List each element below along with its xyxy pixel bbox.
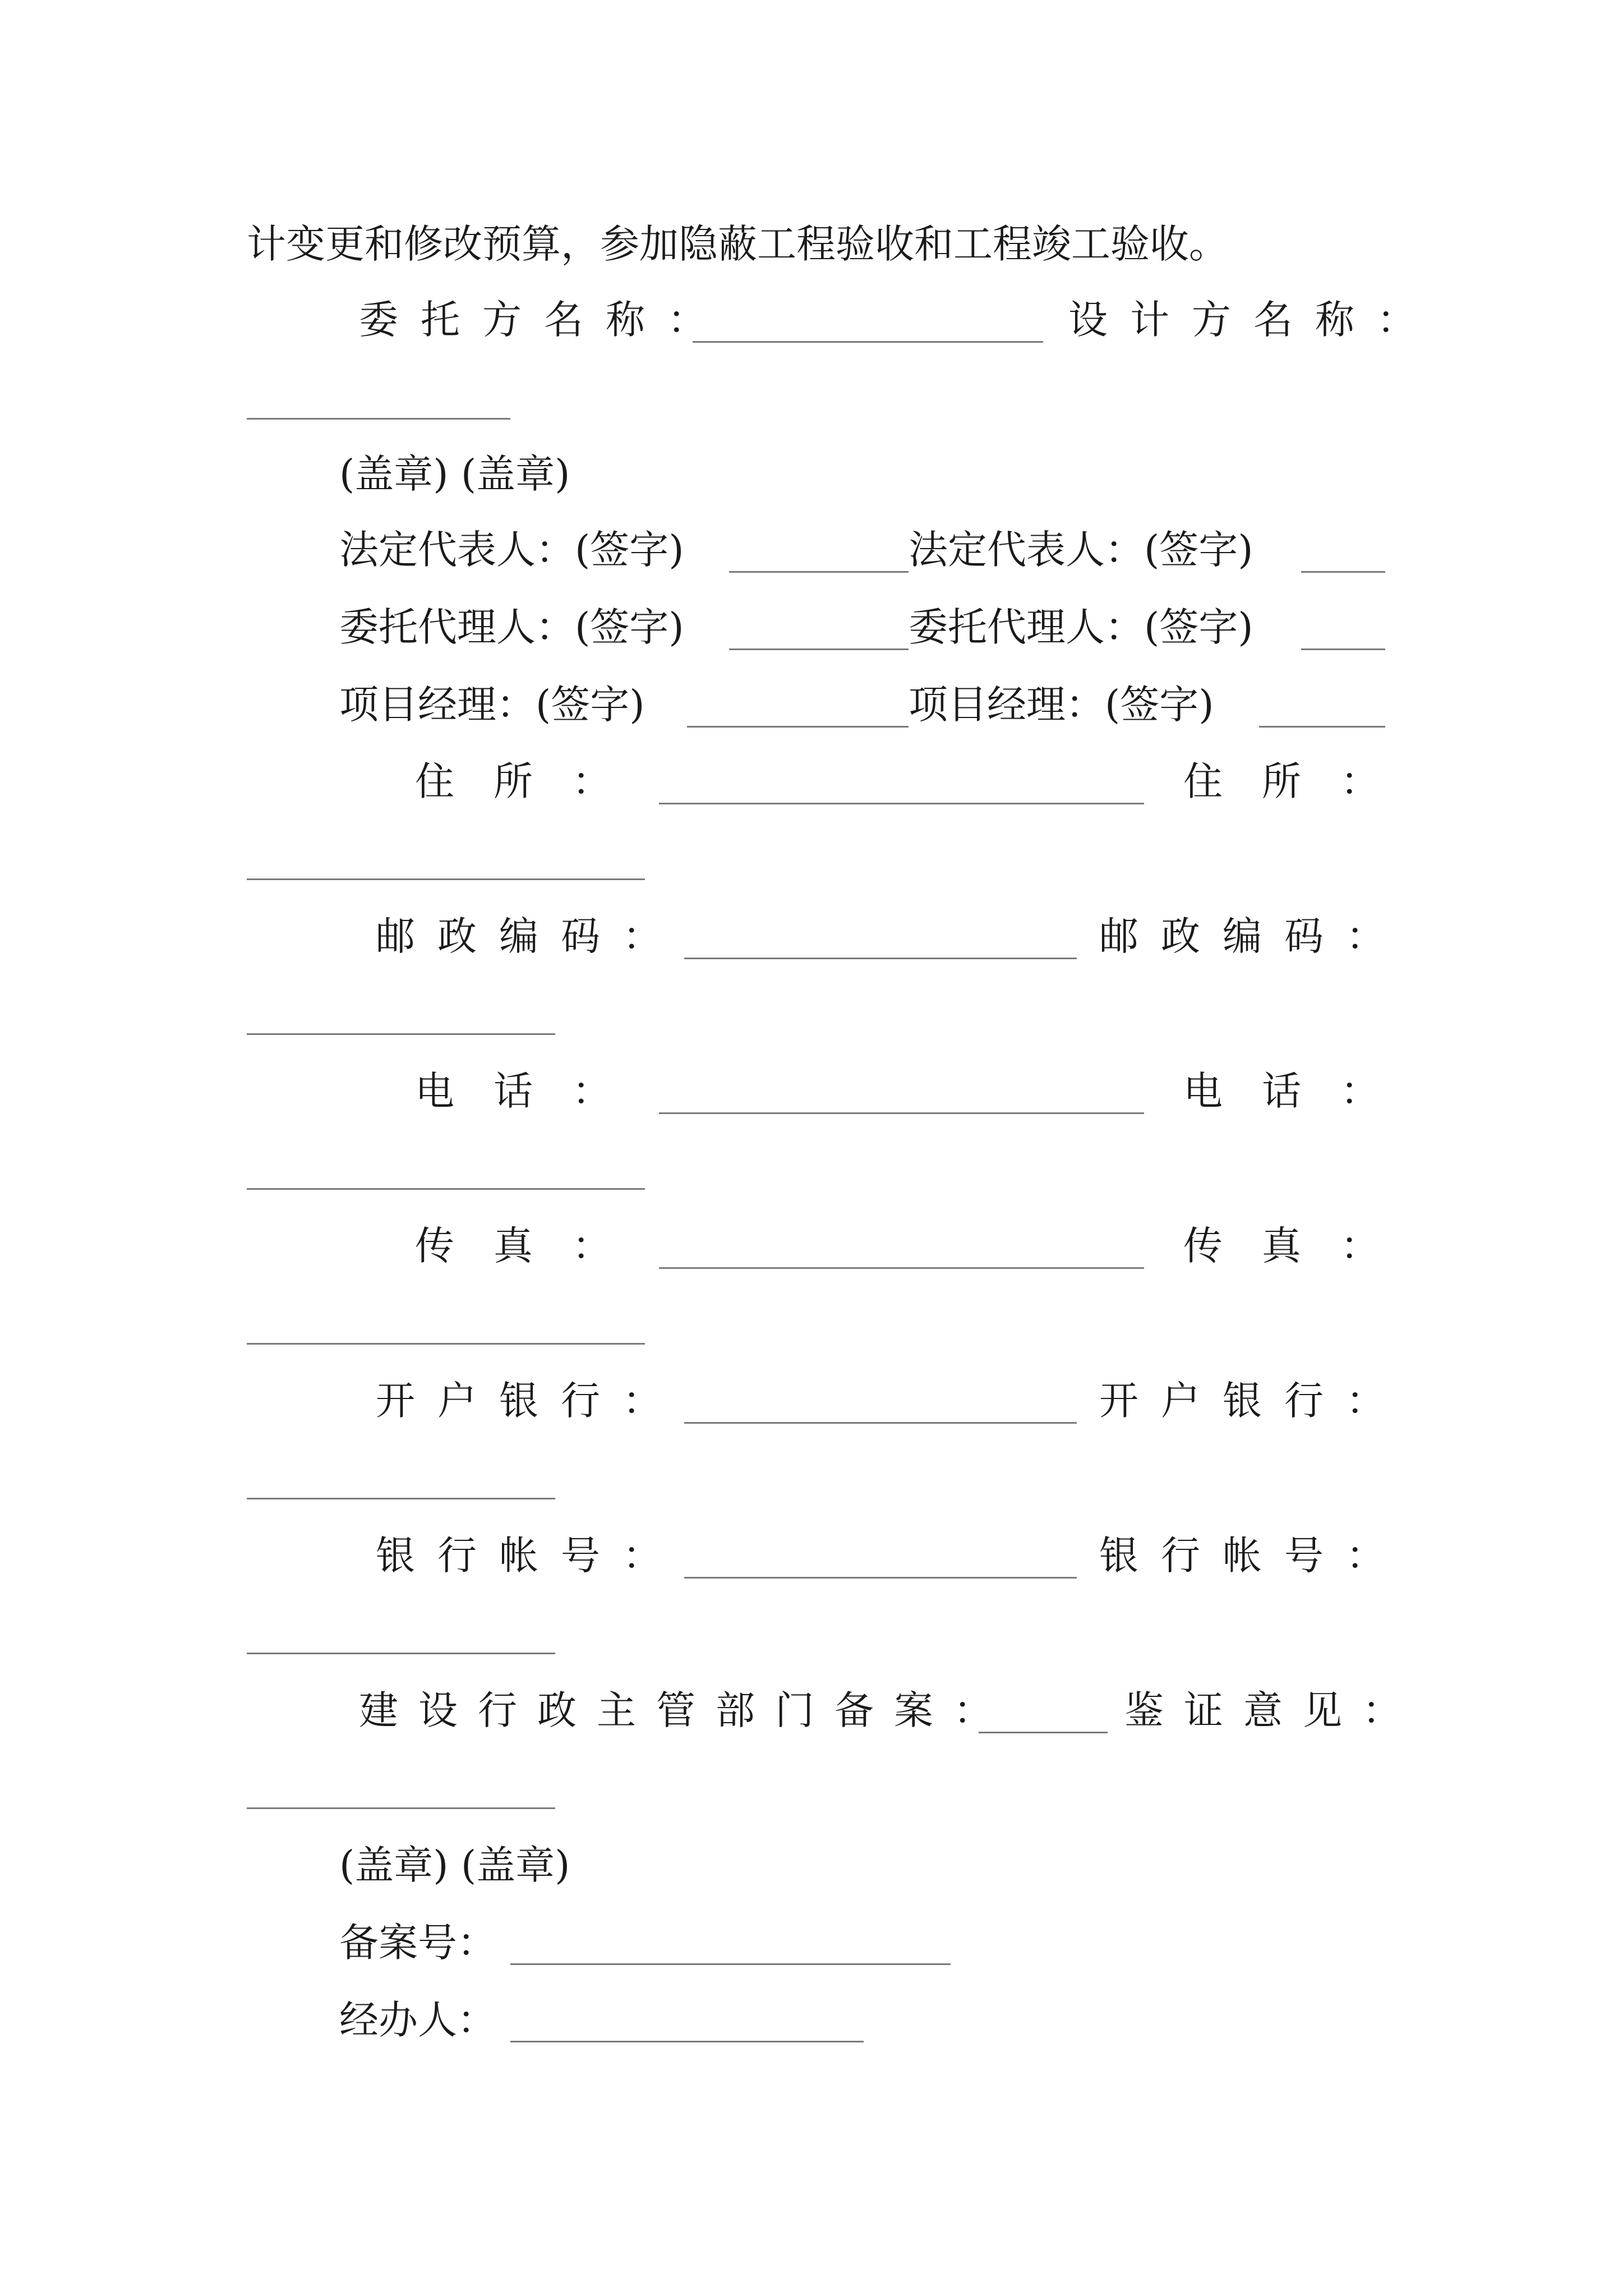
verification-label: 鉴证意见： (1124, 1687, 1422, 1733)
postcode-right-field[interactable] (247, 1033, 555, 1035)
verification-field[interactable] (247, 1807, 555, 1809)
designer-name-label: 设计方名称： (1068, 297, 1438, 343)
account-label-left: 银行帐号： (376, 1533, 684, 1579)
legal-rep-left-field[interactable] (729, 571, 909, 573)
phone-right-field[interactable] (247, 1188, 645, 1190)
phone-left-field[interactable] (659, 1112, 1144, 1114)
client-name-field[interactable] (693, 341, 1043, 343)
fax-left-field[interactable] (659, 1267, 1144, 1269)
bank-right-field[interactable] (247, 1498, 555, 1499)
client-name-label: 委托方名称： (359, 297, 729, 343)
record-no-label: 备案号： (339, 1920, 496, 1966)
pm-right-field[interactable] (1259, 726, 1385, 728)
handler-field[interactable] (510, 2041, 864, 2042)
bank-label-right: 开户银行： (1099, 1378, 1408, 1424)
phone-label-left: 电话： (415, 1068, 651, 1114)
account-label-right: 银行帐号： (1099, 1533, 1408, 1579)
address-label-right: 住所： (1183, 758, 1419, 804)
postcode-label-left: 邮政编码： (376, 913, 684, 959)
legal-rep-right-label: 法定代表人：(签字) (909, 527, 1253, 573)
pm-left-label: 项目经理：(签字) (339, 682, 645, 728)
agent-left-label: 委托代理人：(签字) (339, 604, 684, 650)
agent-right-field[interactable] (1301, 648, 1385, 650)
designer-name-field[interactable] (247, 418, 510, 420)
legal-rep-right-field[interactable] (1301, 571, 1385, 573)
fax-label-left: 传真： (415, 1223, 651, 1269)
pm-right-label: 项目经理：(签字) (909, 682, 1214, 728)
pm-left-field[interactable] (687, 726, 909, 728)
account-left-field[interactable] (684, 1577, 1077, 1579)
seal-label-1: (盖章) (盖章) (339, 451, 570, 497)
seal-label-2: (盖章) (盖章) (339, 1842, 570, 1888)
address-left-field[interactable] (659, 803, 1144, 804)
agent-right-label: 委托代理人：(签字) (909, 604, 1253, 650)
handler-label: 经办人： (339, 1997, 496, 2043)
filing-field[interactable] (979, 1732, 1108, 1733)
opening-text: 计变更和修改预算，参加隐蔽工程验收和工程竣工验收。 (247, 221, 1228, 267)
address-label-left: 住所： (415, 758, 651, 804)
legal-rep-left-label: 法定代表人：(签字) (339, 527, 684, 573)
postcode-left-field[interactable] (684, 958, 1077, 959)
filing-label: 建设行政主管部门备案： (359, 1687, 1013, 1733)
phone-label-right: 电话： (1183, 1068, 1419, 1114)
fax-right-field[interactable] (247, 1343, 645, 1345)
record-no-field[interactable] (510, 1963, 951, 1965)
account-right-field[interactable] (247, 1653, 555, 1654)
agent-left-field[interactable] (729, 648, 909, 650)
postcode-label-right: 邮政编码： (1099, 913, 1408, 959)
bank-label-left: 开户银行： (376, 1378, 684, 1424)
address-right-field[interactable] (247, 878, 645, 880)
bank-left-field[interactable] (684, 1422, 1077, 1424)
fax-label-right: 传真： (1183, 1223, 1419, 1269)
